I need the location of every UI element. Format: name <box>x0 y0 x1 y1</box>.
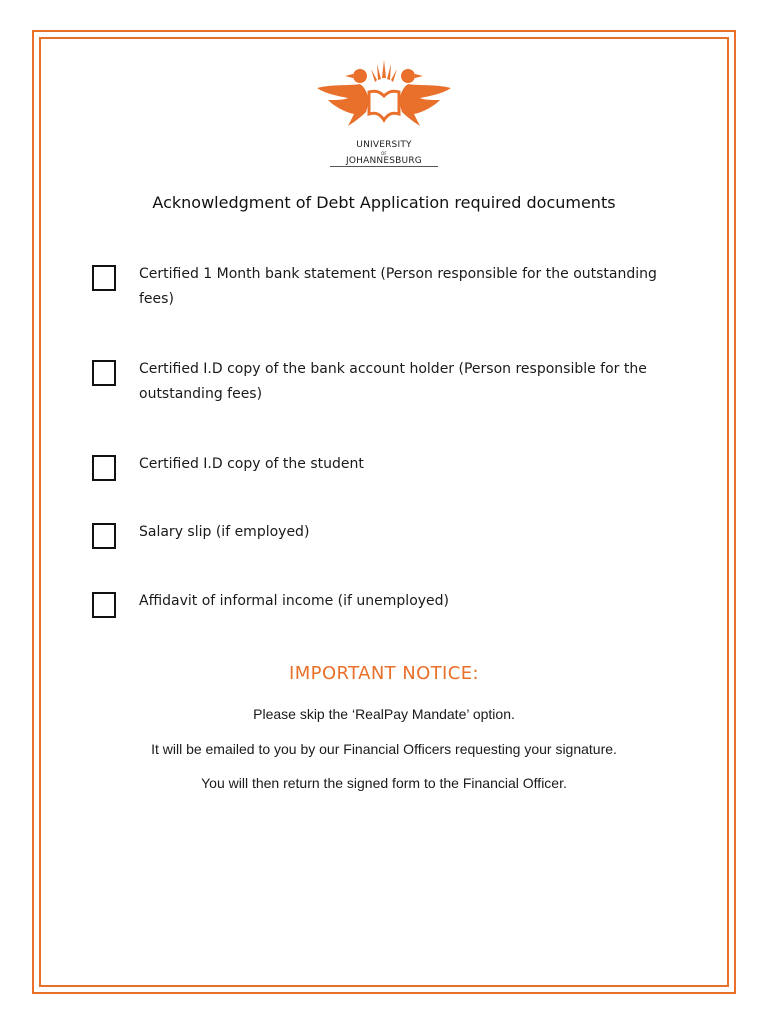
logo-text-johannesburg: JOHANNESBURG <box>346 156 422 166</box>
checkbox[interactable] <box>92 455 116 481</box>
university-logo <box>314 56 454 172</box>
page-border-inner <box>39 37 729 987</box>
logo-text-university: UNIVERSITY <box>356 140 412 150</box>
logo-text-of: OF <box>381 151 387 156</box>
notice-heading: IMPORTANT NOTICE: <box>289 663 479 684</box>
notice-line: Please skip the ‘RealPay Mandate’ option. <box>253 706 515 722</box>
checkbox[interactable] <box>92 265 116 291</box>
page-title: Acknowledgment of Debt Application required documents <box>152 193 616 212</box>
checklist-item-label: Certified 1 Month bank statement (Person responsible for the outstanding fees) <box>139 266 657 307</box>
checkbox[interactable] <box>92 360 116 386</box>
checklist-item-label: Certified I.D copy of the student <box>139 456 364 472</box>
checklist-item-label: Salary slip (if employed) <box>139 524 310 540</box>
notice-line: It will be emailed to you by our Financial Officers requesting your signature. <box>151 741 617 757</box>
university-crest-icon <box>314 56 454 138</box>
checkbox[interactable] <box>92 592 116 618</box>
logo-divider <box>330 166 438 167</box>
notice-line: You will then return the signed form to the Financial Officer. <box>201 775 567 791</box>
checklist-item-label: Affidavit of informal income (if unemployed) <box>139 593 450 609</box>
checkbox[interactable] <box>92 523 116 549</box>
checklist-item-label: Certified I.D copy of the bank account holder (Person responsible for the outstanding fees) <box>139 361 647 402</box>
